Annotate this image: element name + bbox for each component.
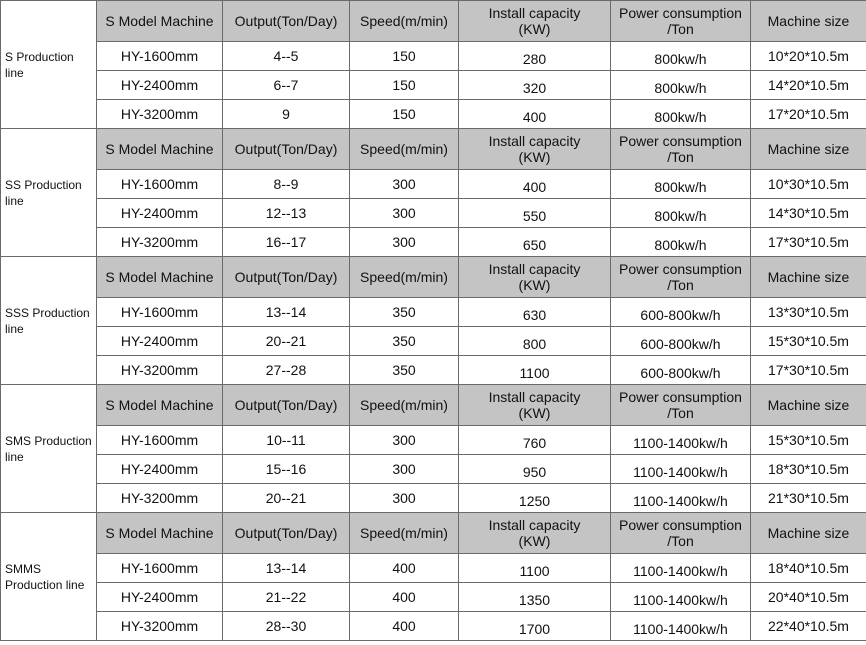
cell-output xyxy=(223,426,350,455)
cell-install-capacity xyxy=(459,71,611,100)
header-install-capacity-line2: (KW) xyxy=(518,405,551,421)
header-speed-text: Speed(m/min) xyxy=(360,141,448,157)
cell-speed-value: 350 xyxy=(392,304,416,320)
cell-install-capacity-value: 630 xyxy=(522,307,547,323)
cell-output xyxy=(223,199,350,228)
table-row xyxy=(1,71,866,100)
cell-machine-size-value: 14*20*10.5m xyxy=(768,77,849,93)
cell-speed xyxy=(350,583,459,612)
cell-install-capacity-value: 760 xyxy=(522,435,547,451)
header-model xyxy=(97,513,223,554)
header-power-consumption xyxy=(611,129,751,170)
cell-speed xyxy=(350,42,459,71)
header-install-capacity-line2: (KW) xyxy=(518,21,551,37)
group-header-row xyxy=(1,385,866,426)
cell-install-capacity-value: 400 xyxy=(522,179,547,195)
cell-speed-value: 300 xyxy=(392,490,416,506)
header-install-capacity xyxy=(459,385,611,426)
cell-output xyxy=(223,170,350,199)
header-power-consumption-line2: /Ton xyxy=(667,149,694,165)
cell-power-consumption xyxy=(611,327,751,356)
cell-model-value: HY-2400mm xyxy=(120,589,199,605)
cell-power-consumption-value: 600-800kw/h xyxy=(640,336,721,352)
cell-machine-size-value: 17*20*10.5m xyxy=(768,106,849,122)
cell-machine-size-value: 10*30*10.5m xyxy=(768,176,849,192)
header-power-consumption-line1: Power consumption xyxy=(619,133,742,149)
cell-speed-value: 150 xyxy=(392,106,416,122)
production-line-label: S Production line xyxy=(1,1,97,129)
cell-speed-value: 400 xyxy=(392,589,416,605)
cell-machine-size-value: 10*20*10.5m xyxy=(768,48,849,64)
header-output xyxy=(223,1,350,42)
cell-machine-size xyxy=(751,554,866,583)
cell-model-value: HY-3200mm xyxy=(120,618,199,634)
cell-install-capacity xyxy=(459,327,611,356)
cell-machine-size xyxy=(751,426,866,455)
header-install-capacity-line2: (KW) xyxy=(518,149,551,165)
cell-speed xyxy=(350,298,459,327)
cell-install-capacity xyxy=(459,583,611,612)
cell-model xyxy=(97,327,223,356)
cell-output xyxy=(223,554,350,583)
cell-machine-size-value: 17*30*10.5m xyxy=(768,362,849,378)
cell-machine-size-value: 13*30*10.5m xyxy=(768,304,849,320)
cell-power-consumption-value: 800kw/h xyxy=(654,208,707,224)
cell-speed-value: 300 xyxy=(392,205,416,221)
header-install-capacity-line2: (KW) xyxy=(518,277,551,293)
header-power-consumption xyxy=(611,385,751,426)
table-row xyxy=(1,583,866,612)
cell-power-consumption xyxy=(611,170,751,199)
header-install-capacity-line1: Install capacity xyxy=(488,389,581,405)
cell-machine-size xyxy=(751,356,866,385)
header-model-text: S Model Machine xyxy=(105,397,214,413)
cell-machine-size-value: 18*40*10.5m xyxy=(768,560,849,576)
header-model-text: S Model Machine xyxy=(105,141,214,157)
cell-machine-size xyxy=(751,327,866,356)
cell-machine-size-value: 14*30*10.5m xyxy=(768,205,849,221)
cell-output xyxy=(223,612,350,641)
cell-speed xyxy=(350,100,459,129)
cell-power-consumption xyxy=(611,455,751,484)
cell-power-consumption xyxy=(611,228,751,257)
header-model xyxy=(97,385,223,426)
header-output xyxy=(223,513,350,554)
header-power-consumption-line2: /Ton xyxy=(667,277,694,293)
cell-speed-value: 300 xyxy=(392,234,416,250)
production-line-label: SMS Production line xyxy=(1,385,97,513)
cell-machine-size-value: 21*30*10.5m xyxy=(768,490,849,506)
header-install-capacity-line1: Install capacity xyxy=(488,517,581,533)
header-power-consumption-line2: /Ton xyxy=(667,405,694,421)
cell-machine-size xyxy=(751,42,866,71)
cell-model-value: HY-3200mm xyxy=(120,362,199,378)
cell-output xyxy=(223,327,350,356)
cell-power-consumption xyxy=(611,583,751,612)
cell-model-value: HY-1600mm xyxy=(120,176,199,192)
header-speed xyxy=(350,513,459,554)
cell-install-capacity-value: 1250 xyxy=(518,493,551,509)
cell-speed xyxy=(350,199,459,228)
cell-power-consumption-value: 1100-1400kw/h xyxy=(633,592,728,608)
cell-model xyxy=(97,199,223,228)
cell-speed xyxy=(350,612,459,641)
cell-power-consumption xyxy=(611,356,751,385)
table-row xyxy=(1,228,866,257)
cell-output xyxy=(223,484,350,513)
header-install-capacity xyxy=(459,1,611,42)
cell-output-value: 4--5 xyxy=(273,48,299,64)
cell-machine-size-value: 18*30*10.5m xyxy=(768,461,849,477)
header-output-text: Output(Ton/Day) xyxy=(234,525,338,541)
header-output-text: Output(Ton/Day) xyxy=(234,269,338,285)
header-power-consumption xyxy=(611,513,751,554)
cell-output-value: 13--14 xyxy=(265,560,307,576)
cell-output-value: 20--21 xyxy=(265,333,307,349)
cell-speed xyxy=(350,554,459,583)
cell-speed xyxy=(350,426,459,455)
cell-speed xyxy=(350,228,459,257)
cell-output xyxy=(223,100,350,129)
cell-output-value: 20--21 xyxy=(265,490,307,506)
cell-power-consumption-value: 800kw/h xyxy=(654,109,707,125)
group-header-row xyxy=(1,513,866,554)
header-machine-size xyxy=(751,1,866,42)
cell-machine-size xyxy=(751,583,866,612)
header-power-consumption-line1: Power consumption xyxy=(619,389,742,405)
table-row xyxy=(1,356,866,385)
header-output xyxy=(223,257,350,298)
cell-speed xyxy=(350,327,459,356)
header-model-text: S Model Machine xyxy=(105,269,214,285)
header-machine-size-text: Machine size xyxy=(767,141,850,157)
cell-install-capacity-value: 400 xyxy=(522,109,547,125)
cell-model xyxy=(97,170,223,199)
cell-speed xyxy=(350,71,459,100)
cell-power-consumption-value: 600-800kw/h xyxy=(640,365,721,381)
cell-model xyxy=(97,71,223,100)
cell-model xyxy=(97,298,223,327)
cell-output-value: 6--7 xyxy=(273,77,299,93)
cell-machine-size xyxy=(751,170,866,199)
cell-speed-value: 400 xyxy=(392,618,416,634)
header-model xyxy=(97,1,223,42)
cell-speed-value: 300 xyxy=(392,461,416,477)
header-install-capacity xyxy=(459,129,611,170)
cell-model-value: HY-2400mm xyxy=(120,333,199,349)
header-power-consumption xyxy=(611,1,751,42)
cell-power-consumption xyxy=(611,426,751,455)
cell-speed xyxy=(350,455,459,484)
cell-power-consumption-value: 800kw/h xyxy=(654,51,707,67)
header-machine-size xyxy=(751,257,866,298)
table-row xyxy=(1,199,866,228)
cell-install-capacity xyxy=(459,298,611,327)
cell-power-consumption xyxy=(611,100,751,129)
cell-output-value: 10--11 xyxy=(266,432,306,448)
cell-output-value: 21--22 xyxy=(265,589,307,605)
header-install-capacity-line2: (KW) xyxy=(518,533,551,549)
table-row xyxy=(1,298,866,327)
cell-install-capacity xyxy=(459,455,611,484)
header-speed xyxy=(350,129,459,170)
cell-install-capacity-value: 1100 xyxy=(519,563,550,579)
cell-machine-size xyxy=(751,71,866,100)
cell-model-value: HY-2400mm xyxy=(120,77,199,93)
cell-model xyxy=(97,612,223,641)
cell-output-value: 8--9 xyxy=(273,176,299,192)
cell-output xyxy=(223,455,350,484)
cell-speed-value: 350 xyxy=(392,333,416,349)
cell-speed xyxy=(350,356,459,385)
cell-model-value: HY-2400mm xyxy=(120,205,199,221)
header-speed-text: Speed(m/min) xyxy=(360,269,448,285)
cell-power-consumption-value: 800kw/h xyxy=(654,179,707,195)
cell-speed-value: 350 xyxy=(392,362,416,378)
cell-power-consumption-value: 1100-1400kw/h xyxy=(633,464,728,480)
cell-model xyxy=(97,356,223,385)
header-speed-text: Speed(m/min) xyxy=(360,525,448,541)
table-row xyxy=(1,426,866,455)
cell-power-consumption-value: 800kw/h xyxy=(654,80,707,96)
cell-machine-size-value: 15*30*10.5m xyxy=(768,333,849,349)
cell-model-value: HY-1600mm xyxy=(120,560,199,576)
cell-power-consumption-value: 600-800kw/h xyxy=(640,307,721,323)
header-power-consumption xyxy=(611,257,751,298)
cell-install-capacity-value: 320 xyxy=(522,80,547,96)
table-row xyxy=(1,327,866,356)
header-power-consumption-line2: /Ton xyxy=(667,533,694,549)
cell-power-consumption xyxy=(611,199,751,228)
cell-model xyxy=(97,583,223,612)
cell-machine-size xyxy=(751,228,866,257)
cell-machine-size xyxy=(751,298,866,327)
cell-model-value: HY-3200mm xyxy=(120,234,199,250)
cell-output xyxy=(223,71,350,100)
header-output xyxy=(223,385,350,426)
header-power-consumption-line1: Power consumption xyxy=(619,5,742,21)
cell-install-capacity xyxy=(459,612,611,641)
header-output-text: Output(Ton/Day) xyxy=(234,397,338,413)
header-power-consumption-line1: Power consumption xyxy=(619,261,742,277)
cell-speed-value: 400 xyxy=(392,560,416,576)
cell-power-consumption-value: 800kw/h xyxy=(654,237,707,253)
cell-output-value: 13--14 xyxy=(265,304,307,320)
header-speed xyxy=(350,1,459,42)
cell-machine-size xyxy=(751,100,866,129)
production-line-label: SS Production line xyxy=(1,129,97,257)
header-output xyxy=(223,129,350,170)
cell-machine-size xyxy=(751,484,866,513)
table-row xyxy=(1,612,866,641)
cell-model xyxy=(97,484,223,513)
cell-machine-size-value: 17*30*10.5m xyxy=(768,234,849,250)
header-speed-text: Speed(m/min) xyxy=(360,397,448,413)
cell-power-consumption-value: 1100-1400kw/h xyxy=(633,493,728,509)
cell-machine-size xyxy=(751,612,866,641)
cell-model xyxy=(97,100,223,129)
header-machine-size xyxy=(751,129,866,170)
cell-model-value: HY-1600mm xyxy=(120,304,199,320)
cell-power-consumption-value: 1100-1400kw/h xyxy=(633,563,728,579)
cell-install-capacity xyxy=(459,228,611,257)
header-machine-size-text: Machine size xyxy=(767,525,850,541)
header-machine-size-text: Machine size xyxy=(767,397,850,413)
cell-machine-size-value: 22*40*10.5m xyxy=(768,618,849,634)
cell-machine-size xyxy=(751,455,866,484)
table-row xyxy=(1,455,866,484)
cell-speed xyxy=(350,170,459,199)
cell-install-capacity xyxy=(459,42,611,71)
cell-output-value: 12--13 xyxy=(265,205,307,221)
production-line-label: SSS Production line xyxy=(1,257,97,385)
cell-install-capacity xyxy=(459,426,611,455)
cell-install-capacity xyxy=(459,554,611,583)
cell-install-capacity-value: 650 xyxy=(522,237,547,253)
header-model xyxy=(97,129,223,170)
header-install-capacity xyxy=(459,257,611,298)
cell-install-capacity xyxy=(459,356,611,385)
header-output-text: Output(Ton/Day) xyxy=(234,13,338,29)
header-speed-text: Speed(m/min) xyxy=(360,13,448,29)
group-header-row xyxy=(1,257,866,298)
cell-install-capacity-value: 950 xyxy=(522,464,547,480)
header-machine-size xyxy=(751,385,866,426)
cell-output-value: 9 xyxy=(282,106,290,122)
cell-install-capacity-value: 800 xyxy=(522,336,547,352)
cell-output-value: 28--30 xyxy=(265,618,307,634)
cell-output xyxy=(223,228,350,257)
header-power-consumption-line2: /Ton xyxy=(667,21,694,37)
header-machine-size-text: Machine size xyxy=(767,269,850,285)
cell-power-consumption xyxy=(611,612,751,641)
cell-install-capacity-value: 1350 xyxy=(518,592,551,608)
header-speed xyxy=(350,385,459,426)
cell-power-consumption xyxy=(611,42,751,71)
header-install-capacity-line1: Install capacity xyxy=(488,5,581,21)
cell-install-capacity xyxy=(459,199,611,228)
cell-speed-value: 300 xyxy=(392,176,416,192)
header-install-capacity-line1: Install capacity xyxy=(488,133,581,149)
header-model-text: S Model Machine xyxy=(105,13,214,29)
header-install-capacity xyxy=(459,513,611,554)
header-speed xyxy=(350,257,459,298)
cell-model-value: HY-2400mm xyxy=(120,461,199,477)
header-power-consumption-line1: Power consumption xyxy=(619,517,742,533)
header-install-capacity-line1: Install capacity xyxy=(488,261,581,277)
cell-model-value: HY-1600mm xyxy=(120,432,199,448)
cell-power-consumption-value: 1100-1400kw/h xyxy=(633,621,728,637)
cell-power-consumption xyxy=(611,71,751,100)
cell-output xyxy=(223,298,350,327)
table-row xyxy=(1,100,866,129)
header-machine-size xyxy=(751,513,866,554)
cell-power-consumption xyxy=(611,298,751,327)
table-row xyxy=(1,554,866,583)
cell-install-capacity-value: 550 xyxy=(522,208,547,224)
cell-speed xyxy=(350,484,459,513)
cell-machine-size-value: 15*30*10.5m xyxy=(768,432,849,448)
header-model xyxy=(97,257,223,298)
cell-model xyxy=(97,42,223,71)
cell-output-value: 27--28 xyxy=(265,362,307,378)
cell-install-capacity-value: 1100 xyxy=(519,365,550,381)
production-line-label: SMMS Production line xyxy=(1,513,97,641)
cell-power-consumption-value: 1100-1400kw/h xyxy=(633,435,728,451)
header-model-text: S Model Machine xyxy=(105,525,214,541)
cell-machine-size xyxy=(751,199,866,228)
cell-model xyxy=(97,426,223,455)
cell-install-capacity xyxy=(459,170,611,199)
header-machine-size-text: Machine size xyxy=(767,13,850,29)
cell-output xyxy=(223,356,350,385)
header-output-text: Output(Ton/Day) xyxy=(234,141,338,157)
table-row xyxy=(1,170,866,199)
cell-model xyxy=(97,554,223,583)
cell-machine-size-value: 20*40*10.5m xyxy=(768,589,849,605)
table-row xyxy=(1,484,866,513)
cell-model xyxy=(97,228,223,257)
cell-install-capacity xyxy=(459,484,611,513)
table-row xyxy=(1,42,866,71)
cell-model xyxy=(97,455,223,484)
group-header-row xyxy=(1,129,866,170)
cell-output xyxy=(223,583,350,612)
cell-speed-value: 150 xyxy=(392,48,416,64)
cell-model-value: HY-3200mm xyxy=(120,106,199,122)
cell-power-consumption xyxy=(611,554,751,583)
cell-output-value: 15--16 xyxy=(265,461,307,477)
cell-speed-value: 150 xyxy=(392,77,416,93)
cell-install-capacity xyxy=(459,100,611,129)
cell-model-value: HY-1600mm xyxy=(120,48,199,64)
cell-model-value: HY-3200mm xyxy=(120,490,199,506)
cell-install-capacity-value: 280 xyxy=(522,51,547,67)
group-header-row xyxy=(1,1,866,42)
cell-power-consumption xyxy=(611,484,751,513)
cell-install-capacity-value: 1700 xyxy=(518,621,551,637)
cell-output xyxy=(223,42,350,71)
cell-speed-value: 300 xyxy=(392,432,416,448)
cell-output-value: 16--17 xyxy=(265,234,307,250)
